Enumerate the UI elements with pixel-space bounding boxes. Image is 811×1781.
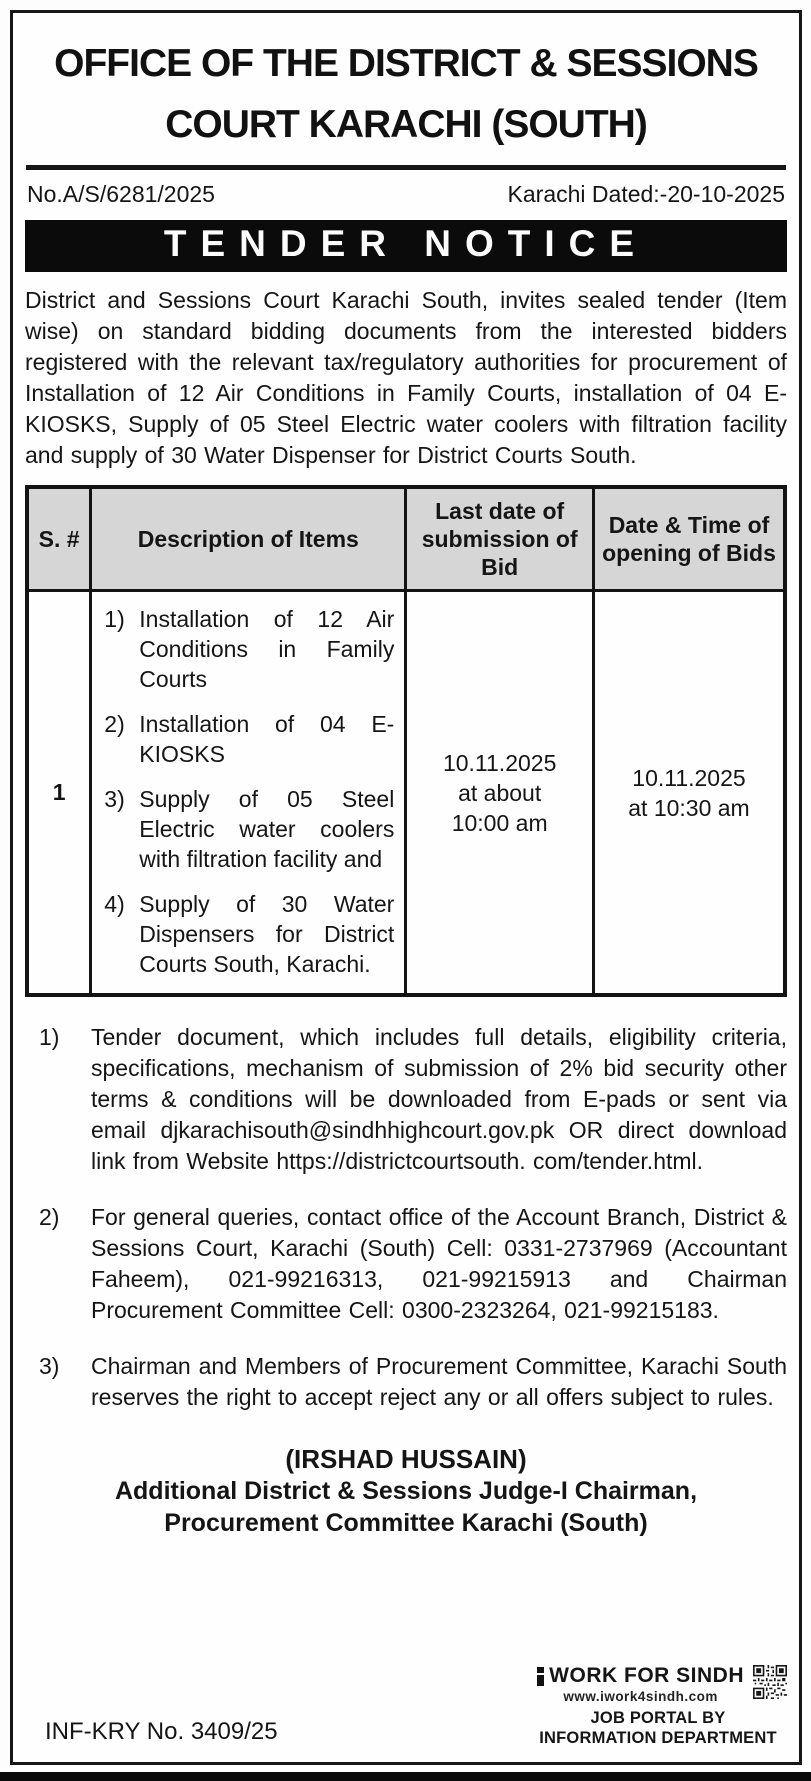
note-2 <box>25 1202 787 1326</box>
tagline-line1: JOB PORTAL BY <box>590 1709 726 1727</box>
header-last-date: Last date of submission of Bid <box>406 487 594 591</box>
title-divider <box>26 165 786 170</box>
qr-code-icon <box>753 1664 787 1700</box>
description-item <box>104 784 394 874</box>
work-for-sindh-logo <box>537 1664 744 1688</box>
inf-number: INF-KRY No. 3409/25 <box>45 1718 278 1745</box>
header-description: Description of Items <box>91 487 406 591</box>
item-number: 4) <box>104 891 125 917</box>
signatory-name: (IRSHAD HUSSAIN) <box>285 1444 527 1474</box>
signatory-title-line2: Procurement Committee Karachi (South) <box>164 1509 648 1537</box>
work-for-sindh-text: WORK FOR SINDH <box>549 1664 744 1687</box>
tender-notice-banner: TENDER NOTICE <box>25 220 787 272</box>
item-number: 1) <box>104 606 125 632</box>
tender-table <box>25 485 787 997</box>
cell-opening-date <box>593 591 785 996</box>
job-portal-tagline <box>529 1708 787 1748</box>
signature-block <box>25 1443 787 1539</box>
description-item <box>104 604 394 694</box>
note-number: 2) <box>39 1204 60 1230</box>
item-text: Supply of 30 Water Dispensers for District Courts South, Karachi. <box>139 891 395 977</box>
item-number: 3) <box>104 786 125 812</box>
last-date-line: 10:00 am <box>451 809 548 836</box>
header-serial: S. # <box>27 487 91 591</box>
header-opening: Date & Time of opening of Bids <box>593 487 785 591</box>
note-1 <box>25 1022 787 1177</box>
note-text: Chairman and Members of Procurement Committee, Karachi South reserves the right to accept reject any or all offers subject to rules. <box>91 1353 787 1410</box>
cell-description <box>91 591 406 996</box>
note-number: 1) <box>39 1024 60 1050</box>
tender-table-header <box>27 487 785 591</box>
note-number: 3) <box>39 1353 60 1379</box>
iworkforsindh-icon <box>537 1667 544 1688</box>
description-item <box>104 709 394 769</box>
opening-date-line: 10.11.2025 <box>632 764 746 791</box>
item-number: 2) <box>104 711 125 737</box>
note-3 <box>25 1351 787 1413</box>
office-title <box>25 33 787 155</box>
item-text: Installation of 04 E-KIOSKS <box>139 711 395 767</box>
reference-row <box>25 181 787 208</box>
last-date-line: 10.11.2025 <box>442 749 557 776</box>
work-for-sindh-block <box>529 1664 787 1748</box>
footer <box>25 1664 787 1748</box>
opening-date-line: at 10:30 am <box>628 794 750 821</box>
iwork4sindh-url: www.iwork4sindh.com <box>563 1689 718 1704</box>
item-text: Supply of 05 Steel Electric water coolers with filtration facility and <box>139 786 395 872</box>
item-text: Installation of 12 Air Conditions in Family Courts <box>139 606 395 692</box>
dated-label: Karachi Dated:-20-10-2025 <box>507 181 785 207</box>
office-title-line2: COURT KARACHI (SOUTH) <box>165 103 647 146</box>
tagline-line2: INFORMATION DEPARTMENT <box>539 1729 777 1747</box>
last-date-line: at about <box>458 779 542 806</box>
cell-serial: 1 <box>27 591 91 996</box>
note-text: For general queries, contact office of the Account Branch, District & Sessions Court, Karachi (South) Cell: 0331-2737969 (Accountant Faheem), 021-99216313, 021-99215913 and Chairman Procurement Committee Cell: 0300-2323264, 021-99215183. <box>91 1204 787 1323</box>
office-title-line1: OFFICE OF THE DISTRICT & SESSIONS <box>54 42 758 85</box>
cell-last-date <box>406 591 594 996</box>
description-item <box>104 889 394 979</box>
table-row <box>27 591 785 996</box>
note-text: Tender document, which includes full details, eligibility criteria, specifications, mechanism of submission of 2% bid security other terms & conditions will be downloaded from E-pads or sent via email djkarachisouth@sindhhighcourt.gov.pk OR direct download link from Website https://districtcourtsouth. com/tender.html. <box>91 1024 787 1174</box>
notice-sheet <box>10 10 802 1765</box>
reference-number: No.A/S/6281/2025 <box>27 181 215 207</box>
bottom-black-strip <box>0 1772 811 1781</box>
signatory-title-line1: Additional District & Sessions Judge-I Chairman, <box>114 1477 698 1505</box>
intro-paragraph: District and Sessions Court Karachi South, invites sealed tender (Item wise) on standard bidding documents from the interested bidders registered with the relevant tax/regulatory authorities for procurement of Installation of 12 Air Conditions in Family Courts, installation of 04 E-KIOSKS, Supply of 05 Steel Electric water coolers with filtration facility and supply of 30 Water Dispenser for District Courts South. <box>25 287 787 468</box>
